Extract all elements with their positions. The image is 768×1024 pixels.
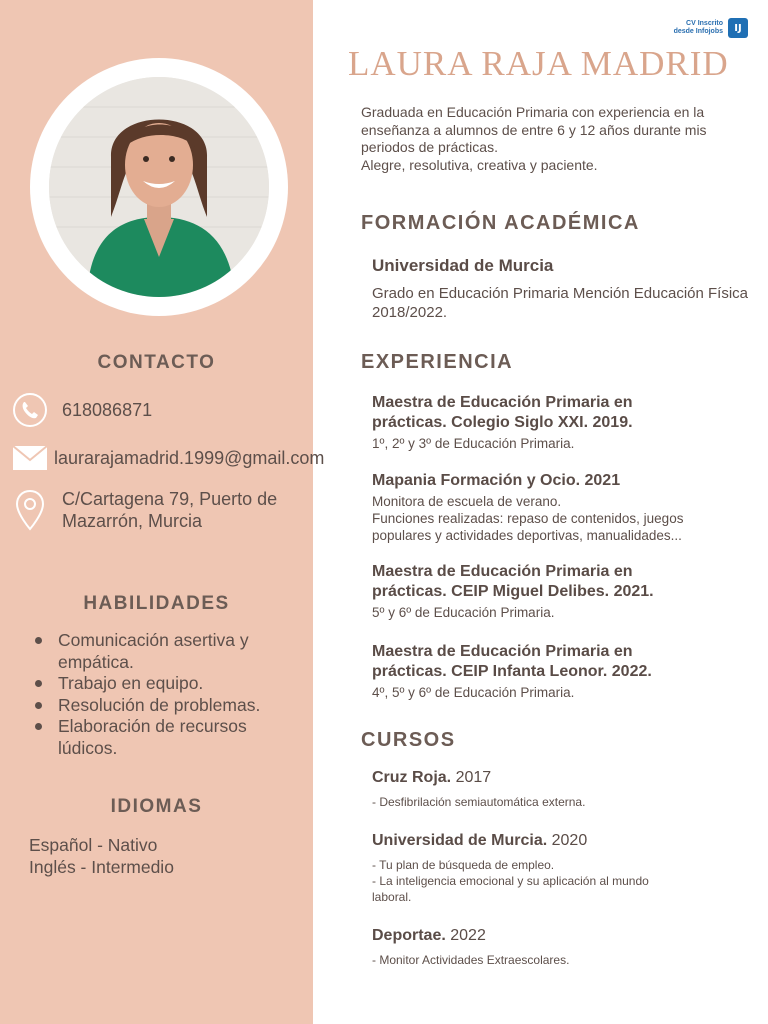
- course-year: 2022: [450, 927, 486, 944]
- skill-item: Trabajo en equipo.: [30, 673, 300, 695]
- badge-text: [674, 20, 723, 36]
- phone-icon: [12, 392, 48, 428]
- experience-title-line: prácticas. CEIP Infanta Leonor. 2022.: [372, 663, 652, 680]
- experience-detail: populares y actividades deportivas, manualidades...: [372, 528, 682, 543]
- summary-line: Alegre, resolutiva, creativa y paciente.: [361, 156, 598, 173]
- course-item: [372, 831, 752, 905]
- education-entry: [372, 256, 752, 322]
- experience-item: [372, 642, 752, 701]
- language-item: Inglés - Intermedio: [29, 857, 174, 877]
- experience-title-line: Maestra de Educación Primaria en: [372, 643, 633, 660]
- infojobs-logo-icon: IJ: [728, 18, 748, 38]
- course-detail: - Desfibrilación semiautomática externa.: [372, 795, 586, 809]
- degree-line-1: Grado en Educación Primaria Mención Educación Física: [372, 285, 749, 302]
- location-pin-icon: [12, 488, 48, 532]
- course-org: Universidad de Murcia.: [372, 832, 548, 849]
- experience-detail: 4º, 5º y 6º de Educación Primaria.: [372, 685, 575, 700]
- skill-item: Comunicación asertiva y empática.: [30, 630, 300, 673]
- degree-line-2: 2018/2022.: [372, 304, 448, 321]
- address: [62, 488, 277, 532]
- contact-phone: [12, 392, 152, 428]
- course-detail: laboral.: [372, 890, 412, 904]
- skill-item: Resolución de problemas.: [30, 695, 300, 717]
- language-item: Español - Nativo: [29, 835, 158, 855]
- course-title: [372, 768, 752, 788]
- course-year: 2017: [455, 769, 492, 786]
- course-detail: - Tu plan de búsqueda de empleo.: [372, 858, 555, 872]
- course-item: [372, 768, 752, 810]
- contact-address: [12, 488, 277, 532]
- course-title: [372, 831, 752, 851]
- experience-detail: 5º y 6º de Educación Primaria.: [372, 605, 555, 620]
- email-address[interactable]: laurarajamadrid.1999@gmail.com: [54, 447, 325, 468]
- candidate-name: LAURA RAJA MADRID: [348, 44, 729, 83]
- education-heading: FORMACIÓN ACADÉMICA: [361, 212, 640, 234]
- summary-line: enseñanza a alumnos de entre 6 y 12 años durante mis: [361, 121, 707, 138]
- summary-line: Graduada en Educación Primaria con experiencia en la: [361, 104, 705, 120]
- address-line-2: Mazarrón, Murcia: [62, 511, 203, 531]
- experience-title: [372, 642, 752, 682]
- experience-item: [372, 562, 752, 621]
- languages-heading: IDIOMAS: [110, 796, 203, 817]
- experience-title-line: Maestra de Educación Primaria en: [372, 563, 633, 580]
- experience-detail: Monitora de escuela de verano.: [372, 494, 562, 509]
- course-year: 2020: [551, 832, 588, 849]
- experience-title-line: Maestra de Educación Primaria en: [372, 394, 633, 411]
- course-detail: - Monitor Actividades Extraescolares.: [372, 953, 570, 967]
- phone-number[interactable]: 618086871: [62, 399, 153, 420]
- course-org: Deportae.: [372, 927, 446, 944]
- badge-line-1: CV Inscrito: [686, 20, 723, 27]
- education-institution: Universidad de Murcia: [372, 256, 554, 275]
- experience-title: [372, 393, 752, 433]
- profile-photo: [49, 77, 269, 297]
- experience-heading: EXPERIENCIA: [361, 351, 514, 373]
- contact-email: [12, 440, 324, 476]
- education-degree: [372, 284, 752, 322]
- summary-line: periodos de prácticas.: [361, 139, 498, 155]
- experience-title-line: prácticas. Colegio Siglo XXI. 2019.: [372, 414, 633, 431]
- sidebar: [0, 0, 325, 1024]
- skills-heading: HABILIDADES: [83, 593, 230, 614]
- experience-detail: Funciones realizadas: repaso de contenidos, juegos: [372, 511, 684, 526]
- skill-item: Elaboración de recursos lúdicos.: [30, 716, 300, 759]
- courses-heading: CURSOS: [361, 729, 456, 751]
- contact-heading: CONTACTO: [97, 352, 216, 373]
- skills-list: [30, 630, 300, 759]
- email-icon: [12, 440, 48, 476]
- infojobs-badge[interactable]: [674, 18, 748, 38]
- course-detail: - La inteligencia emocional y su aplicación al mundo: [372, 874, 649, 888]
- experience-detail: 1º, 2º y 3º de Educación Primaria.: [372, 436, 575, 451]
- course-title: [372, 926, 752, 946]
- badge-line-2: desde Infojobs: [673, 28, 723, 35]
- profile-photo-illustration: [49, 77, 269, 297]
- course-item: [372, 926, 752, 968]
- course-org: Cruz Roja.: [372, 769, 452, 786]
- experience-title: [372, 562, 752, 602]
- experience-item: [372, 393, 752, 452]
- summary: [361, 104, 721, 174]
- experience-title: Mapania Formación y Ocio. 2021: [372, 472, 621, 489]
- experience-item: [372, 471, 752, 544]
- experience-title-line: prácticas. CEIP Miguel Delibes. 2021.: [372, 583, 654, 600]
- address-line-1: C/Cartagena 79, Puerto de: [62, 489, 278, 509]
